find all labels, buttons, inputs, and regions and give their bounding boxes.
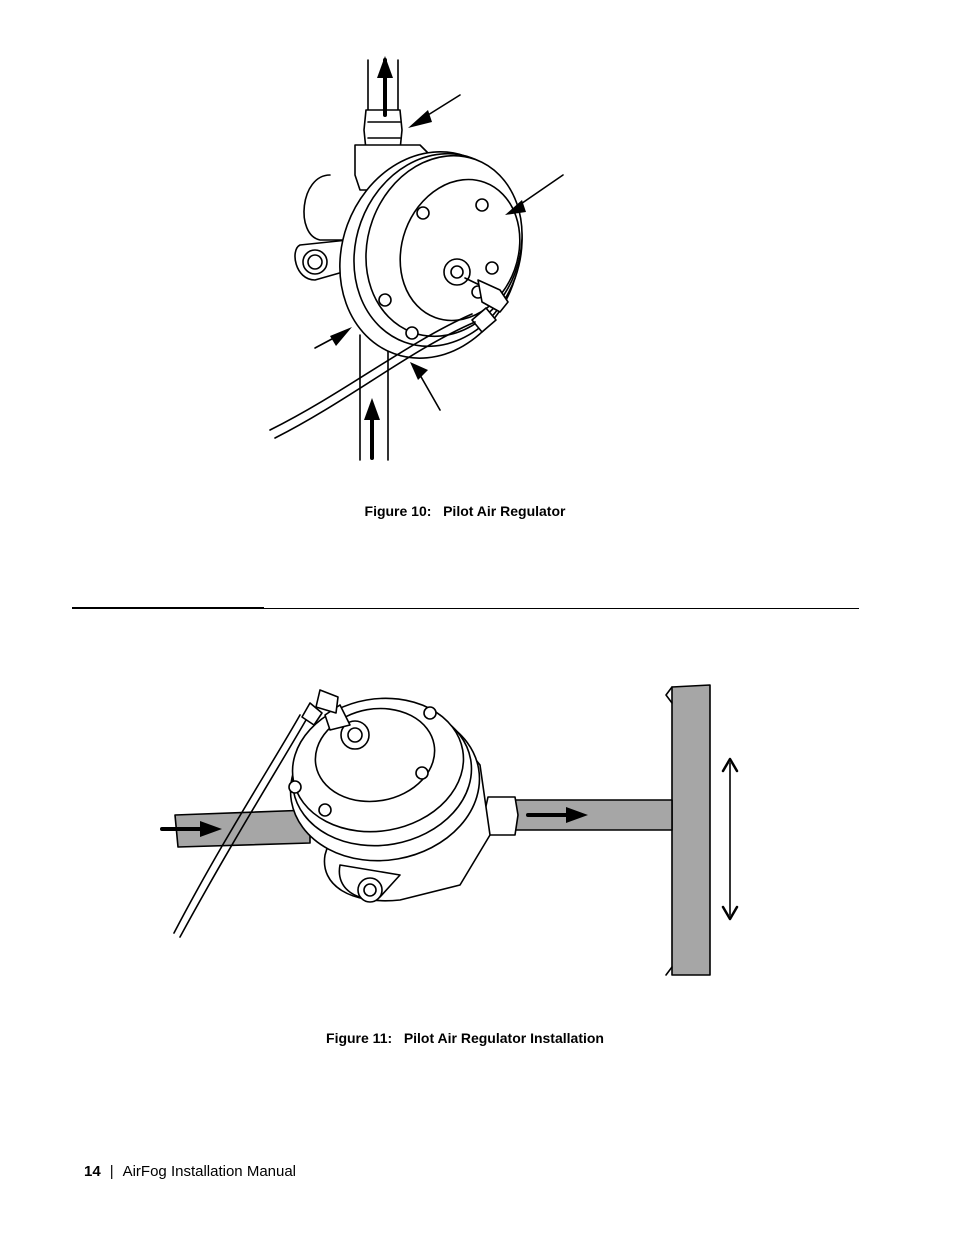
footer-separator: | (109, 1163, 114, 1180)
figure-10-caption: Figure 10: Pilot Air Regulator (364, 503, 566, 519)
figure-11-illustration (150, 675, 750, 995)
figure-11-caption: Figure 11: Pilot Air Regulator Installation (326, 1030, 604, 1046)
manual-title: AirFog Installation Manual (122, 1163, 297, 1180)
section-divider (72, 608, 859, 609)
page-number: 14 (84, 1163, 101, 1180)
figure-10-illustration (260, 50, 590, 470)
page-footer (84, 1163, 296, 1180)
